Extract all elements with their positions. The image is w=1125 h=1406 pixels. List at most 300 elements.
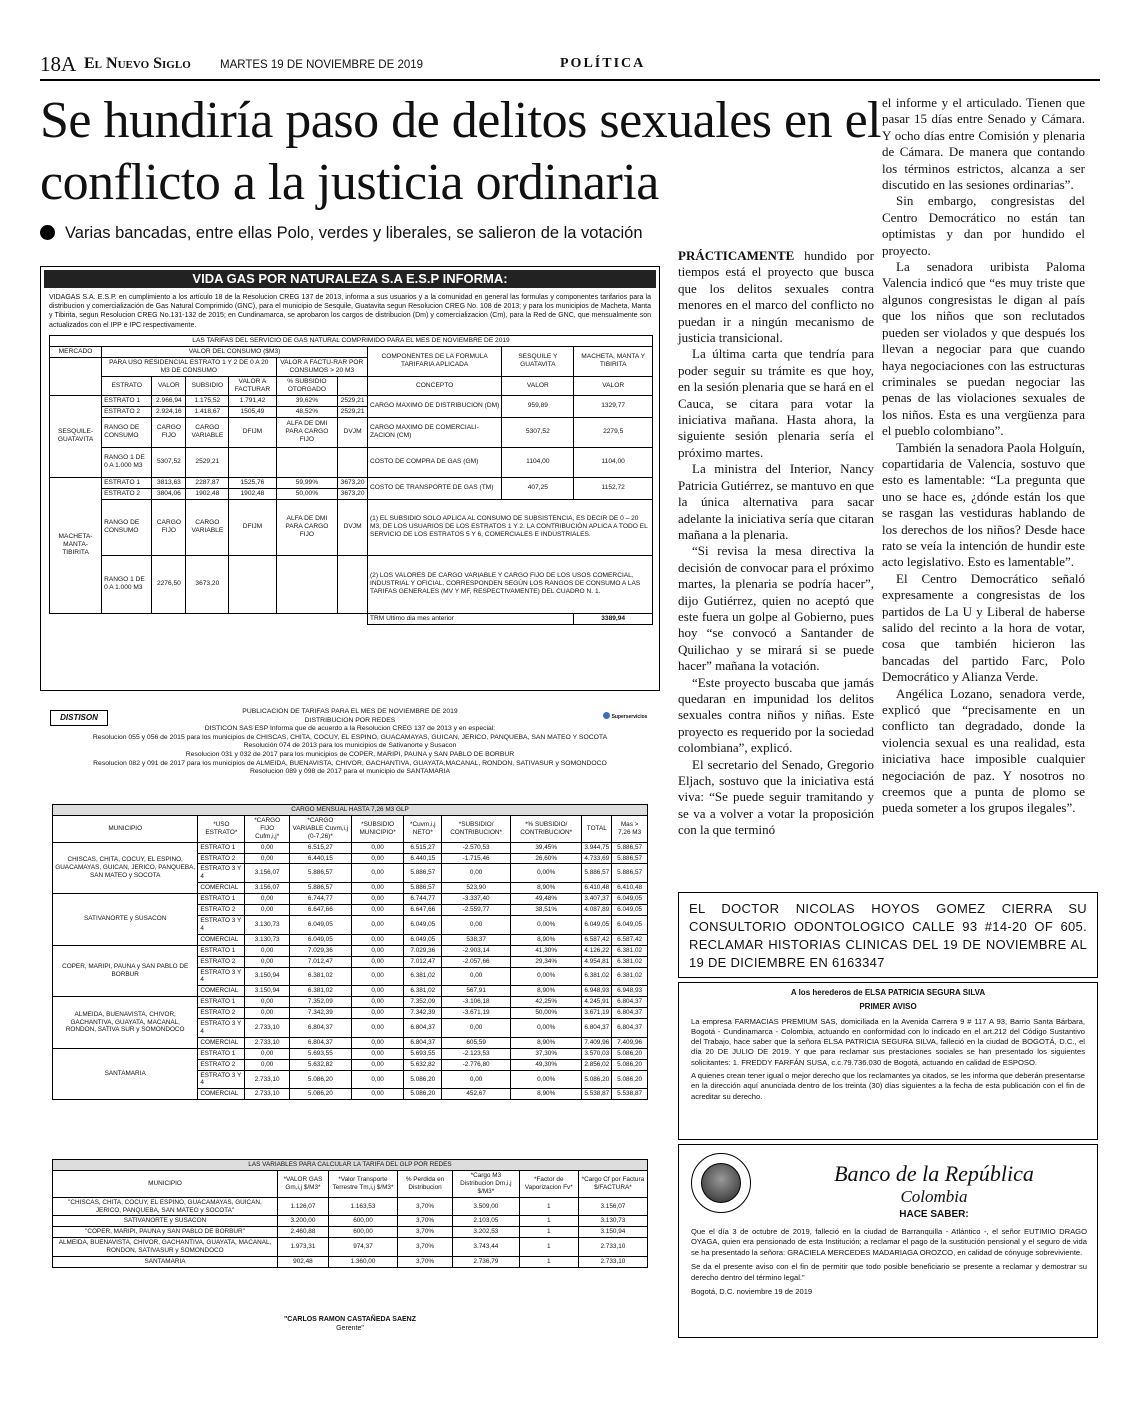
table-cell: 6.049,05	[289, 915, 351, 934]
paragraph-text: hundido por tiempos está el proyecto que busca que los delitos sexuales contra menores en el marco del conflicto no puedan ir a ningún mecanismo de justicia transicional.	[678, 248, 874, 346]
signatory-role: Gerente"	[336, 1325, 364, 1332]
table-cell: 1	[519, 1238, 578, 1257]
table-cell: -2.057,66	[442, 956, 511, 967]
table-cell: 5.086,20	[612, 1059, 648, 1070]
table-cell: COMERCIAL	[198, 986, 245, 997]
table-cell: COMERCIAL	[198, 883, 245, 894]
banco-heading: HACE SABER:	[899, 1209, 969, 1220]
table-cell: 6.744,77	[289, 894, 351, 905]
table-cell: ESTRATO 1	[198, 1048, 245, 1059]
table-cell: 1.418,67	[186, 406, 229, 417]
table-cell: 8,90%	[511, 934, 582, 945]
table-cell: 6.049,05	[404, 915, 442, 934]
table-cell: 0,00	[245, 842, 290, 853]
table-cell: 0,00	[245, 1048, 290, 1059]
table-cell: "CHISCAS, CHITA, COCUY, EL ESPINO, GUACAMAYAS, GUICAN, JERICO, PANQUEBA, SAN MATEO y SOCOTA"	[53, 1197, 278, 1216]
notice-title: A los herederos de ELSA PATRICIA SEGURA SILVA	[790, 988, 986, 997]
table-cell: 5.693,55	[404, 1048, 442, 1059]
table-cell: 6.381,02	[289, 967, 351, 986]
table-cell: 7.342,39	[289, 1008, 351, 1019]
col-header: *% SUBSIDIO/ CONTRIBUCION*	[511, 815, 582, 842]
table-cell: 2.733,10	[578, 1238, 647, 1257]
table-cell: -3.337,40	[442, 894, 511, 905]
table-cell: 2529,21	[186, 447, 229, 477]
table-cell: 0,00	[351, 905, 404, 916]
col-header: CONCEPTO	[367, 376, 501, 395]
table-title: CARGO MENSUAL HASTA 7,26 M3 GLP	[53, 805, 648, 816]
table-row	[53, 1227, 648, 1238]
bullet-icon	[40, 225, 55, 240]
table-cell: 2276,50	[152, 555, 186, 613]
table-cell: 3.407,37	[582, 894, 612, 905]
table-cell: 5.632,82	[404, 1059, 442, 1070]
table-cell: -1.715,46	[442, 853, 511, 864]
table-cell: ESTRATO 2	[198, 956, 245, 967]
distison-notice	[40, 700, 660, 1340]
col-header: VALOR A FACTURAR	[229, 376, 276, 395]
table-row	[53, 945, 648, 956]
article-paragraph: La ministra del Interior, Nancy Patricia Gutiérrez, se mantuvo en que la única alternativa para sacar adelante la iniciativa sería que citaran mañana a la plenaria.	[678, 461, 874, 542]
superservicios-icon	[603, 712, 610, 719]
table-cell: 39,62%	[276, 395, 338, 406]
newspaper-name: El Nuevo Siglo	[84, 55, 191, 72]
table-cell: 6.049,05	[612, 915, 648, 934]
table-cell: 0,00	[245, 1008, 290, 1019]
table-cell: 0,00	[245, 853, 290, 864]
table-cell: 6.381,02	[612, 945, 648, 956]
table-cell: -3.671,19	[442, 1008, 511, 1019]
table-cell: 7.352,09	[404, 997, 442, 1008]
subhead	[40, 222, 870, 244]
table-cell: 4.245,91	[582, 997, 612, 1008]
table-cell: 49,48%	[511, 894, 582, 905]
table-cell: 0,00%	[511, 864, 582, 883]
table-cell: 2.733,10	[245, 1037, 290, 1048]
table-cell: 2529,21	[338, 395, 368, 406]
col-header: *Factor de Vaporizacion Fv*	[519, 1170, 578, 1197]
table-cell: 5307,52	[502, 417, 574, 447]
table-cell: 0,00	[245, 894, 290, 905]
masthead	[40, 52, 1100, 78]
col-header: VALOR	[152, 376, 186, 395]
header-line: Resolucion 082 y 091 de 2017 para los municipios de ALMEIDA, BUENAVISTA, CHIVOR, GACHANTIVA, GUAYATA,MACANAL, RONDON, SATIVASUR y SOMONDOCO	[93, 759, 607, 767]
table-cell: 5.693,55	[289, 1048, 351, 1059]
table-cell: 3,70%	[398, 1197, 453, 1216]
col-header: SESQUILE Y GUATAVITA	[502, 346, 574, 376]
table-cell: 538,37	[442, 934, 511, 945]
table-cell: 6.804,37	[612, 1008, 648, 1019]
article-column-2	[882, 95, 1085, 817]
table-cell: 1.175,52	[186, 395, 229, 406]
table-cell: 6.049,05	[289, 934, 351, 945]
table-cell: 1.163,53	[328, 1197, 397, 1216]
table-cell: ALMEIDA, BUENAVISTA, CHIVOR, GACHANTIVA, GUAYATA, MACANAL, RONDON, SATIVASUR y SOMONDOCO	[53, 1238, 278, 1257]
table-cell: 0,00	[442, 967, 511, 986]
table-cell: 1	[519, 1227, 578, 1238]
table-cell: 5.086,20	[582, 1070, 612, 1089]
headline: Se hundiría paso de delitos sexuales en el conflicto a la justicia ordinaria	[40, 92, 882, 211]
table-cell: 0,00	[351, 1008, 404, 1019]
table-cell: 1	[519, 1216, 578, 1227]
article-paragraph: La última carta que tendría para poder seguir su trámite es que hoy, en la sesión plenaria que se hará en el Cauca, se citara para votar la iniciativa mañana. Hasta ahora, la siguiente sesión plenaria sería el próximo martes.	[678, 346, 874, 460]
table-cell: 5.886,57	[289, 883, 351, 894]
table-cell: 5.538,87	[612, 1089, 648, 1100]
table-cell: 3813,63	[152, 477, 186, 488]
table-cell: "COPER, MARIPI, PAUNA y SAN PABLO DE BORBUR"	[53, 1227, 278, 1238]
table-cell: 0,00	[245, 905, 290, 916]
municipio-name: CHISCAS, CHITA, COCUY, EL ESPINO, GUACAMAYAS, GUICAN, JERICO, PANQUEBA, SAN MATEO y SOCOTA	[53, 842, 198, 894]
table-cell: 3.156,07	[245, 864, 290, 883]
vidagas-notice	[40, 266, 660, 691]
table-cell: 1152,72	[574, 477, 653, 499]
table-cell: 1329,77	[574, 395, 653, 417]
table-cell: 974,37	[328, 1238, 397, 1257]
table-cell: ESTRATO 3 Y 4	[198, 915, 245, 934]
table-cell: 959,89	[502, 395, 574, 417]
table-cell: 605,59	[442, 1037, 511, 1048]
table-cell: 6.049,05	[404, 934, 442, 945]
table-cell: 5.886,57	[289, 864, 351, 883]
table-cell: DFIJM	[229, 499, 276, 555]
col-header: VALOR	[502, 376, 574, 395]
table-cell: 0,00	[351, 1019, 404, 1038]
glp-variables-table	[52, 1159, 648, 1268]
table-cell: 5.886,57	[404, 883, 442, 894]
table-cell: 7.409,96	[582, 1037, 612, 1048]
table-cell: 1505,49	[229, 406, 276, 417]
table-cell: 902,48	[278, 1257, 329, 1268]
table-cell: 6.647,66	[404, 905, 442, 916]
table-cell: 3673,20	[338, 488, 368, 499]
col-header: *Cargo M3 Distribucion Dm,i,j $/M3*	[452, 1170, 519, 1197]
superservicios-logo	[600, 710, 650, 724]
table-cell: 0,00	[351, 915, 404, 934]
table-cell: -2.903,14	[442, 945, 511, 956]
table-cell: 6.410,48	[582, 883, 612, 894]
table-cell: ESTRATO 2	[102, 406, 152, 417]
page-number: 18A	[40, 52, 77, 76]
market-name: MACHETA-MANTA-TIBIRITA	[50, 477, 102, 613]
table-cell: ESTRATO 1	[198, 997, 245, 1008]
table-cell: 5.886,57	[612, 864, 648, 883]
table-cell: 42,25%	[511, 997, 582, 1008]
table-cell: 0,00	[245, 1059, 290, 1070]
table-row	[53, 1197, 648, 1216]
table-cell: 2.733,10	[245, 1070, 290, 1089]
table-cell: 7.012,47	[289, 956, 351, 967]
table-cell: 0,00	[442, 1019, 511, 1038]
banco-notice	[678, 1144, 1098, 1338]
table-cell: 1525,76	[229, 477, 276, 488]
table-cell: 2.736,79	[452, 1257, 519, 1268]
table-cell: 5.086,20	[404, 1070, 442, 1089]
table-cell: 6.744,77	[404, 894, 442, 905]
article-paragraph: “Este proyecto buscaba que jamás quedaran en impunidad los delitos sexuales contra niños y niñas. Este proyecto es requerido por la sociedad colombiana”, explicó.	[678, 674, 874, 756]
table-cell: 6.804,37	[289, 1019, 351, 1038]
table-cell: 59,99%	[276, 477, 338, 488]
table-cell: 2.733,10	[245, 1019, 290, 1038]
table-cell: 50,00%	[511, 1008, 582, 1019]
table-cell: 7.352,09	[289, 997, 351, 1008]
col-header: MUNICIPIO	[53, 1170, 278, 1197]
table-cell: 0,00	[245, 945, 290, 956]
table-cell: 0,00	[442, 915, 511, 934]
table-cell: 38,51%	[511, 905, 582, 916]
col-header: SUBSIDIO	[186, 376, 229, 395]
col-header: VALOR A FACTU-RAR POR CONSUMOS > 20 M3	[276, 357, 367, 376]
table-cell: 8,90%	[511, 986, 582, 997]
table-cell: 6.381,02	[612, 956, 648, 967]
table-cell: ESTRATO 1	[102, 477, 152, 488]
table-cell: 452,67	[442, 1089, 511, 1100]
table-cell: ESTRATO 1	[198, 945, 245, 956]
table-cell: CARGO FIJO	[152, 417, 186, 447]
table-cell: 2.733,10	[578, 1257, 647, 1268]
table-cell: COSTO DE TRANSPORTE DE GAS (TM)	[367, 477, 501, 499]
table-cell: 6.948,93	[612, 986, 648, 997]
table-cell: ESTRATO 1	[102, 395, 152, 406]
table-title: LAS VARIABLES PARA CALCULAR LA TARIFA DEL GLP POR REDES	[53, 1160, 648, 1171]
col-header: MUNICIPIO	[53, 815, 198, 842]
col-header: *Cargo Cf por Factura $/FACTURA*	[578, 1170, 647, 1197]
header-line: DISTICON SAS ESP Informa que de acuerdo a la Resolucion CREG 137 de 2013 y en especial:	[204, 725, 496, 733]
col-header: *Cuvm,i,j NETO*	[404, 815, 442, 842]
table-cell: 6.381,02	[404, 967, 442, 986]
table-cell: 0,00%	[511, 967, 582, 986]
table-cell: 3.130,73	[578, 1216, 647, 1227]
table-cell: 6.515,27	[404, 842, 442, 853]
table-cell: 0,00	[351, 997, 404, 1008]
banco-country: Colombia	[900, 1187, 968, 1206]
table-cell: 5.086,20	[612, 1048, 648, 1059]
table-cell: -2.123,53	[442, 1048, 511, 1059]
table-cell: 48,52%	[276, 406, 338, 417]
table-cell: 29,34%	[511, 956, 582, 967]
col-header: *CARGO VARIABLE Cuvm,i,j (0-7,26)*	[289, 815, 351, 842]
col-header: *VALOR GAS Gm,i,j $/M3*	[278, 1170, 329, 1197]
table-cell: 1902,48	[186, 488, 229, 499]
table-cell: 5307,52	[152, 447, 186, 477]
table-cell: 3.150,94	[245, 986, 290, 997]
table-cell: 0,00	[351, 956, 404, 967]
lead-word: PRÁCTICAMENTE	[678, 248, 795, 263]
trm-label: TRM Ultimo dia mes anterior	[367, 613, 573, 624]
table-cell: RANGO DE CONSUMO	[102, 499, 152, 555]
table-cell: 0,00	[351, 967, 404, 986]
table-cell: 6.440,15	[404, 853, 442, 864]
table-cell: 1	[519, 1197, 578, 1216]
farmacias-notice	[678, 982, 1098, 1140]
header-line: DISTRIBUCION POR REDES	[304, 716, 396, 724]
table-cell: 8,90%	[511, 1037, 582, 1048]
table-cell: 0,00%	[511, 1019, 582, 1038]
table-cell: 6.804,37	[404, 1019, 442, 1038]
col-header: *Valor Transporte Terrestre Tm,i,j $/M3*	[328, 1170, 397, 1197]
table-cell: 5.886,57	[612, 853, 648, 864]
table-cell: 8,90%	[511, 1089, 582, 1100]
table-cell: 0,00	[351, 894, 404, 905]
table-cell: 6.410,48	[612, 883, 648, 894]
table-cell: 3.150,94	[245, 967, 290, 986]
table-cell: 0,00	[351, 986, 404, 997]
vidagas-intro: VIDAGAS S.A. E.S.P. en cumplimiento a los artículo 18 de la Resolucion CREG 137 de 2013, informa a sus usuarios y a la comunidad en general las formulas y componentes tarifarios para la distribucion y comercialización de Gas Natural Comprimido (GNC), para el municipio de Sesquile, Guatavita segun Resolucion CREG No. 108 de 2013; y para los municipios de Macheta, Manta y Tibirita, segun Resolucion CREG No.131-132 de 2015; en Cundinamarca, se aprobaron los cargos de distribucion (Dm) y comercializacion (Cm), para la Red de GNC, que mensualmente son actualizados con el IPP e IPC respectivamente.	[49, 294, 651, 329]
table-cell: 0,00	[351, 1089, 404, 1100]
article-paragraph: El Centro Democrático señaló expresamente a congresistas de los partidos de La U y Liberal de haberse salido del recinto a la hora de votar, cosa que también hicieron las bancadas del partido Farc, Polo Democrático y Alianza Verde.	[882, 570, 1085, 685]
table-cell: 2279,5	[574, 417, 653, 447]
article-paragraph: También la senadora Paola Holguín, copartidaria de Valencia, sostuvo que esto es lamentable: “La pregunta que uno se hace es, ¿dónde están los que se rasgan las vestiduras hablando de los derechos de los niños? Desde hace rato se veía la intención de hundir este acto legislativo. Esto es lamentable”.	[882, 439, 1085, 570]
header-line: Resolucion 031 y 032 de 2017 para los municipios de COPER, MARIPI, PAUNA y SAN PABLO DE BORBUR	[185, 750, 515, 758]
table-cell: ESTRATO 2	[198, 1059, 245, 1070]
table-cell: 2.966,94	[152, 395, 186, 406]
table-cell: 0,00	[442, 864, 511, 883]
table-cell: ESTRATO 3 Y 4	[198, 1019, 245, 1038]
table-cell: DFIJM	[229, 417, 276, 447]
article-paragraph	[678, 248, 874, 346]
table-row	[53, 1257, 648, 1268]
table-cell: 3.130,73	[245, 934, 290, 945]
table-cell: 6.804,37	[612, 1019, 648, 1038]
col-header: % SUBSIDIO OTORGADO	[276, 376, 338, 395]
table-cell: 1104,00	[502, 447, 574, 477]
table-cell: DVJM	[338, 417, 368, 447]
banco-text	[691, 1227, 1087, 1301]
table-cell: RANGO DE CONSUMO	[102, 417, 152, 447]
table-cell: 3.156,07	[245, 883, 290, 894]
table-cell: 3,70%	[398, 1238, 453, 1257]
table-cell: CARGO MAXIMO DE DISTRIBUCION (DM)	[367, 395, 501, 417]
table-cell: 600,00	[328, 1216, 397, 1227]
col-header: MERCADO	[50, 346, 102, 357]
table-cell: 6.515,27	[289, 842, 351, 853]
table-cell: 5.086,20	[289, 1089, 351, 1100]
table-cell: CARGO VARIABLE	[186, 499, 229, 555]
table-cell: -3.106,18	[442, 997, 511, 1008]
distison-logo: DISTISON	[50, 710, 108, 726]
table-note: (2) LOS VALORES DE CARGO VARIABLE Y CARGO FIJO DE LOS USOS COMERCIAL, INDUSTRIAL Y OFICIAL, CORRESPONDEN SEGÚN LOS RANGOS DE CONSUMO A LAS TARIFAS GENERALES (MV Y MF, RESPECTIVAMENTE) DEL CUADRO N. 1.	[367, 555, 652, 613]
signatory-name: "CARLOS RAMON CASTAÑEDA SAENZ	[283, 1316, 417, 1323]
table-cell: -2.559,77	[442, 905, 511, 916]
table-cell: 1.126,07	[278, 1197, 329, 1216]
table-cell: 7.342,39	[404, 1008, 442, 1019]
table-cell: ESTRATO 3 Y 4	[198, 1070, 245, 1089]
table-cell: CARGO FIJO	[152, 499, 186, 555]
header-line: PUBLICACION DE TARIFAS PARA EL MES DE NOVIEMBRE DE 2019	[242, 708, 458, 715]
table-cell: 3.944,75	[582, 842, 612, 853]
table-cell: 49,30%	[511, 1059, 582, 1070]
table-cell: 407,25	[502, 477, 574, 499]
table-cell: 2287,87	[186, 477, 229, 488]
subhead-text: Varias bancadas, entre ellas Polo, verdes y liberales, se salieron de la votación	[65, 224, 643, 242]
vidagas-tariff-table	[49, 335, 653, 625]
dentist-notice: EL DOCTOR NICOLAS HOYOS GOMEZ CIERRA SU CONSULTORIO ODONTOLOGICO CALLE 93 #14-20 OF 605. RECLAMAR HISTORIAS CLINICAS DEL 19 DE NOVIEMBRE AL 19 DE DICIEMBRE EN 6163347	[678, 892, 1098, 978]
header-line: Resolución 074 de 2013 para los municipios de Sativanorte y Susacon	[243, 742, 457, 750]
table-cell: 5.086,20	[289, 1070, 351, 1089]
col-header: *SUBSIDIO/ CONTRIBUCION*	[442, 815, 511, 842]
distison-header	[40, 708, 660, 777]
col-header: % Perdida en Distribucion	[398, 1170, 453, 1197]
table-cell: 6.948,93	[582, 986, 612, 997]
table-cell: 4.087,89	[582, 905, 612, 916]
table-cell: 7.012,47	[404, 956, 442, 967]
table-cell: 0,00	[442, 1070, 511, 1089]
table-cell: 0,00	[245, 997, 290, 1008]
table-cell: ESTRATO 2	[102, 488, 152, 499]
table-cell: 2.103,05	[452, 1216, 519, 1227]
notice-subtitle: PRIMER AVISO	[859, 1002, 917, 1012]
table-cell: 3.200,00	[278, 1216, 329, 1227]
table-cell: 3,70%	[398, 1216, 453, 1227]
table-cell: 6.381,02	[612, 967, 648, 986]
table-cell: 5.886,57	[612, 842, 648, 853]
table-cell: COMERCIAL	[198, 1089, 245, 1100]
table-cell: 0,00	[351, 1070, 404, 1089]
table-cell: 2.733,10	[245, 1089, 290, 1100]
table-cell: 1	[519, 1257, 578, 1268]
table-cell: 2.924,16	[152, 406, 186, 417]
table-cell: 6.381,02	[404, 986, 442, 997]
article-paragraph: La senadora uribista Paloma Valencia indicó que “es muy triste que algunos congresistas le digan al país que los niños que son reclutados pueden ser violados y que después los llevan a negociar para que cuando haya negociaciones con las estructuras criminales se puedan negociar las penas de las violaciones sexuales de los niños. Esta es una vergüenza para el pueblo colombiano”.	[882, 259, 1085, 439]
table-cell: 7.029,36	[289, 945, 351, 956]
table-cell: 6.049,05	[612, 894, 648, 905]
article-paragraph: El secretario del Senado, Gregorio Eljach, sostuvo que la iniciativa está viva: “Se puede seguir tramitando y se va a volver a votar la proposición con la que terminó	[678, 756, 874, 838]
table-cell: -2.776,80	[442, 1059, 511, 1070]
col-header: ESTRATO	[102, 376, 152, 395]
municipio-name: ALMEIDA, BUENAVISTA, CHIVOR, GACHANTIVA, GUAYATA, MACANAL, RONDON, SATIVA SUR y SOMONDOCO	[53, 997, 198, 1049]
table-cell: 3.671,19	[582, 1008, 612, 1019]
table-cell: 3,70%	[398, 1227, 453, 1238]
table-cell: 0,00%	[511, 1070, 582, 1089]
table-cell: SANTAMARIA	[53, 1257, 278, 1268]
table-cell: ESTRATO 1	[198, 842, 245, 853]
table-cell: COMERCIAL	[198, 1037, 245, 1048]
table-cell: 5.886,57	[582, 864, 612, 883]
table-cell: 5.632,82	[289, 1059, 351, 1070]
table-cell: 3.202,53	[452, 1227, 519, 1238]
col-header: PARA USO RESIDENCIAL ESTRATO 1 Y 2 DE 0 A 20 M3 DE CONSUMO	[102, 357, 277, 376]
table-cell: 5.086,20	[612, 1070, 648, 1089]
table-cell: 8,90%	[511, 883, 582, 894]
table-row	[53, 1216, 648, 1227]
col-header: *USO ESTRATO*	[198, 815, 245, 842]
notice-paragraph: Se da el presente aviso con el fin de permitir que todo posible beneficiario se presente a reclamar y demostrar su derecho dentro del término legal.”	[691, 1262, 1087, 1282]
table-cell: CARGO MAXIMO DE COMERCIALI-ZACION (CM)	[367, 417, 501, 447]
table-cell: 1104,00	[574, 447, 653, 477]
table-cell: 41,30%	[511, 945, 582, 956]
table-cell: ALFA DE DMI PARA CARGO FIJO	[276, 499, 338, 555]
table-title: LAS TARIFAS DEL SERVICIO DE GAS NATURAL COMPRIMIDO PARA EL MES DE NOVIEMBRE DE 2019	[50, 335, 653, 346]
table-cell: 4.954,81	[582, 956, 612, 967]
table-cell: 6.587,42	[582, 934, 612, 945]
col-header: COMPONENTES DE LA FORMULA TARIFARIA APLICADA	[367, 346, 501, 376]
table-cell: SATIVANORTE y SUSACON	[53, 1216, 278, 1227]
table-cell: COSTO DE COMPRA DE GAS (GM)	[367, 447, 501, 477]
notice-paragraph: La empresa FARMACIAS PREMIUM SAS, domiciliada en la Avenida Carrera 9 # 117 A 93, Barrio Santa Bárbara, Bogotá - Cundinamarca - Colombia, actuando en conformidad con lo indicado en el art.212 del Código Sustantivo del Trabajo, hace saber que la señora ELSA PATRICIA SEGURA SILVA, falleció en la ciudad de BOGOTÁ, D.C., el día 20 DE JULIO DE 2019. Y que para reclamar sus prestaciones sociales se han presentado los siguientes solicitantes: 1. FREDDY FARFÁN SUSA, c.c.79.736.030 de Bogotá, actuando en calidad de ESPOSO.	[691, 1016, 1085, 1067]
table-cell: 7.409,96	[612, 1037, 648, 1048]
table-cell: ESTRATO 2	[198, 853, 245, 864]
notice-paragraph: Que el día 3 de octubre de 2019, falleció en la ciudad de Barranquilla - Atlántico -, el señor EUTIMIO DRAGO OYAGA, quien era pensionado de esta Institución; a reclamar el pago de la sustitución pensional y el seguro de vida se ha presentado la señora: GRACIELA MERCEDES MADARIAGA OROZCO, en calidad de cónyuge sobreviviente.	[691, 1227, 1087, 1257]
notice-paragraph: A quienes crean tener igual o mejor derecho que los reclamantes ya citados, se les informa que deberán presentarse en la dirección aquí anunciada dentro de los treinta (30) días siguientes a la fecha de esta publicación con el fin de acreditar su derecho.	[691, 1071, 1085, 1101]
article-paragraph: Angélica Lozano, senadora verde, explicó que “precisamente en un conflicto tan degradado, donde la violencia sexual es una realidad, esta iniciativa hace imposible cualquier negociación de paz. Y nosotros no creemos que a punta de plomo se pueda someter a los grupos ilegales”.	[882, 685, 1085, 816]
article-column-1	[678, 248, 874, 839]
table-cell: 2.856,02	[582, 1059, 612, 1070]
col-header: VALOR	[574, 376, 653, 395]
col-header: *SUBSIDIO MUNICIPIO*	[351, 815, 404, 842]
table-note: (1) EL SUBSIDIO SOLO APLICA AL CONSUMO DE SUBSISTENCIA, ES DECIR DE 0 – 20 M3, DE LOS USUARIOS DE LOS ESTRATOS 1 Y 2. LA CONTRIBUCIÓN APLICA A TODO EL SERVICIO DE LOS ESTRATOS 5 Y 6, COMERCIALES E INDUSTRIALES.	[367, 499, 652, 555]
table-cell: DVJM	[338, 499, 368, 555]
article-paragraph: Sin embargo, congresistas del Centro Democrático no están tan optimistas y dan por hundido el proyecto.	[882, 193, 1085, 258]
trm-value: 3389,94	[574, 613, 653, 624]
table-cell: 0,00	[245, 956, 290, 967]
